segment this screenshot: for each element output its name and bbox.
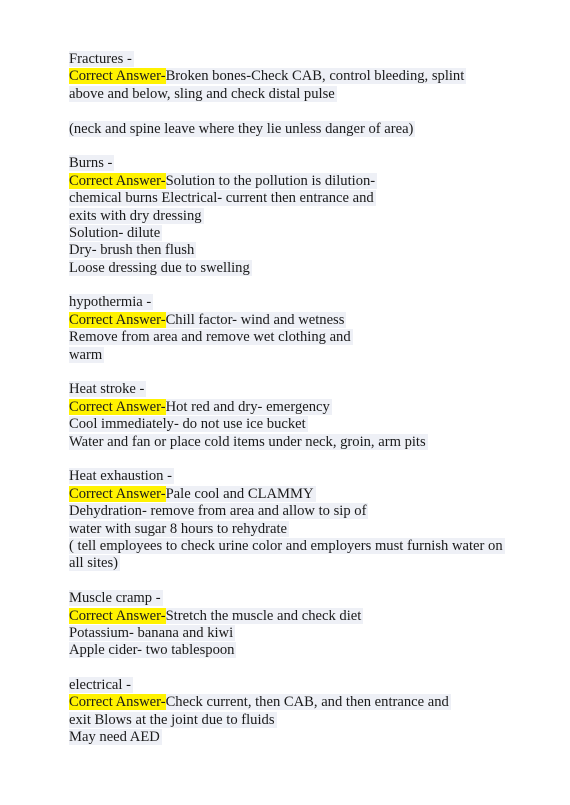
- body-line: [69, 538, 559, 555]
- body-line-text: ( tell employees to check urine color and employers must furnish water on: [69, 537, 503, 554]
- body-line-text: Dry- brush then flush: [69, 242, 195, 259]
- section-title: [69, 468, 559, 485]
- section-title-text: Burns -: [69, 155, 113, 172]
- section-title: [69, 590, 559, 607]
- answer-line: [69, 312, 559, 329]
- body-line: [69, 329, 559, 346]
- correct-answer-label: Correct Answer-: [69, 485, 166, 502]
- body-line: [69, 190, 559, 207]
- section-title-text: Heat stroke -: [69, 381, 145, 398]
- answer-line: [69, 68, 559, 85]
- body-line: [69, 225, 559, 242]
- body-line: [69, 642, 559, 659]
- section-title-text: Muscle cramp -: [69, 590, 161, 607]
- document-page: [69, 51, 559, 764]
- section-title-text: Heat exhaustion -: [69, 468, 172, 485]
- answer-text: Pale cool and CLAMMY: [165, 485, 314, 502]
- correct-answer-label: Correct Answer-: [69, 607, 166, 624]
- section-1: [69, 121, 559, 138]
- body-line-text: warm: [69, 346, 103, 363]
- section-7: [69, 677, 559, 747]
- body-line-text: Potassium- banana and kiwi: [69, 624, 234, 641]
- body-line-text: exit Blows at the joint due to fluids: [69, 711, 275, 728]
- body-line: [69, 729, 559, 746]
- answer-text: Chill factor- wind and wetness: [165, 311, 345, 328]
- answer-line: [69, 486, 559, 503]
- section-title: [69, 155, 559, 172]
- body-line-text: water with sugar 8 hours to rehydrate: [69, 520, 288, 537]
- answer-line: [69, 173, 559, 190]
- body-line-text: (neck and spine leave where they lie unless danger of area): [69, 120, 414, 137]
- answer-line: [69, 694, 559, 711]
- section-4: [69, 381, 559, 451]
- answer-text: Solution to the pollution is dilution-: [165, 172, 376, 189]
- section-2: [69, 155, 559, 277]
- body-line: [69, 712, 559, 729]
- body-line-text: above and below, sling and check distal pulse: [69, 85, 335, 102]
- body-line: [69, 625, 559, 642]
- body-line: [69, 434, 559, 451]
- correct-answer-label: Correct Answer-: [69, 172, 166, 189]
- body-line: [69, 555, 559, 572]
- body-line-text: Remove from area and remove wet clothing and: [69, 329, 351, 346]
- body-line-text: May need AED: [69, 729, 160, 746]
- body-line: [69, 521, 559, 538]
- section-title: [69, 381, 559, 398]
- answer-text: Stretch the muscle and check diet: [165, 607, 362, 624]
- section-title-text: hypothermia -: [69, 294, 152, 311]
- correct-answer-label: Correct Answer-: [69, 68, 166, 85]
- body-line: [69, 121, 559, 138]
- answer-text: Check current, then CAB, and then entrance and: [165, 694, 449, 711]
- body-line-text: Loose dressing due to swelling: [69, 259, 250, 276]
- body-line-text: Solution- dilute: [69, 224, 161, 241]
- section-5: [69, 468, 559, 572]
- answer-line: [69, 399, 559, 416]
- body-line-text: Dehydration- remove from area and allow to sip of: [69, 503, 367, 520]
- body-line: [69, 208, 559, 225]
- body-line-text: chemical burns Electrical- current then entrance and: [69, 190, 374, 207]
- correct-answer-label: Correct Answer-: [69, 694, 166, 711]
- body-line: [69, 416, 559, 433]
- section-title-text: Fractures -: [69, 51, 132, 67]
- correct-answer-label: Correct Answer-: [69, 398, 166, 415]
- section-3: [69, 294, 559, 364]
- body-line-text: exits with dry dressing: [69, 207, 202, 224]
- body-line: [69, 503, 559, 520]
- answer-line: [69, 608, 559, 625]
- body-line-text: all sites): [69, 555, 119, 572]
- section-6: [69, 590, 559, 660]
- body-line-text: Apple cider- two tablespoon: [69, 642, 235, 659]
- section-title-text: electrical -: [69, 677, 131, 694]
- section-title: [69, 677, 559, 694]
- section-0: [69, 51, 559, 103]
- body-line-text: Water and fan or place cold items under neck, groin, arm pits: [69, 433, 426, 450]
- section-title: [69, 51, 559, 68]
- correct-answer-label: Correct Answer-: [69, 311, 166, 328]
- answer-text: Hot red and dry- emergency: [165, 398, 330, 415]
- body-line: [69, 347, 559, 364]
- section-title: [69, 294, 559, 311]
- body-line-text: Cool immediately- do not use ice bucket: [69, 416, 306, 433]
- body-line: [69, 242, 559, 259]
- answer-text: Broken bones-Check CAB, control bleeding, splint: [165, 68, 465, 85]
- body-line: [69, 86, 559, 103]
- body-line: [69, 260, 559, 277]
